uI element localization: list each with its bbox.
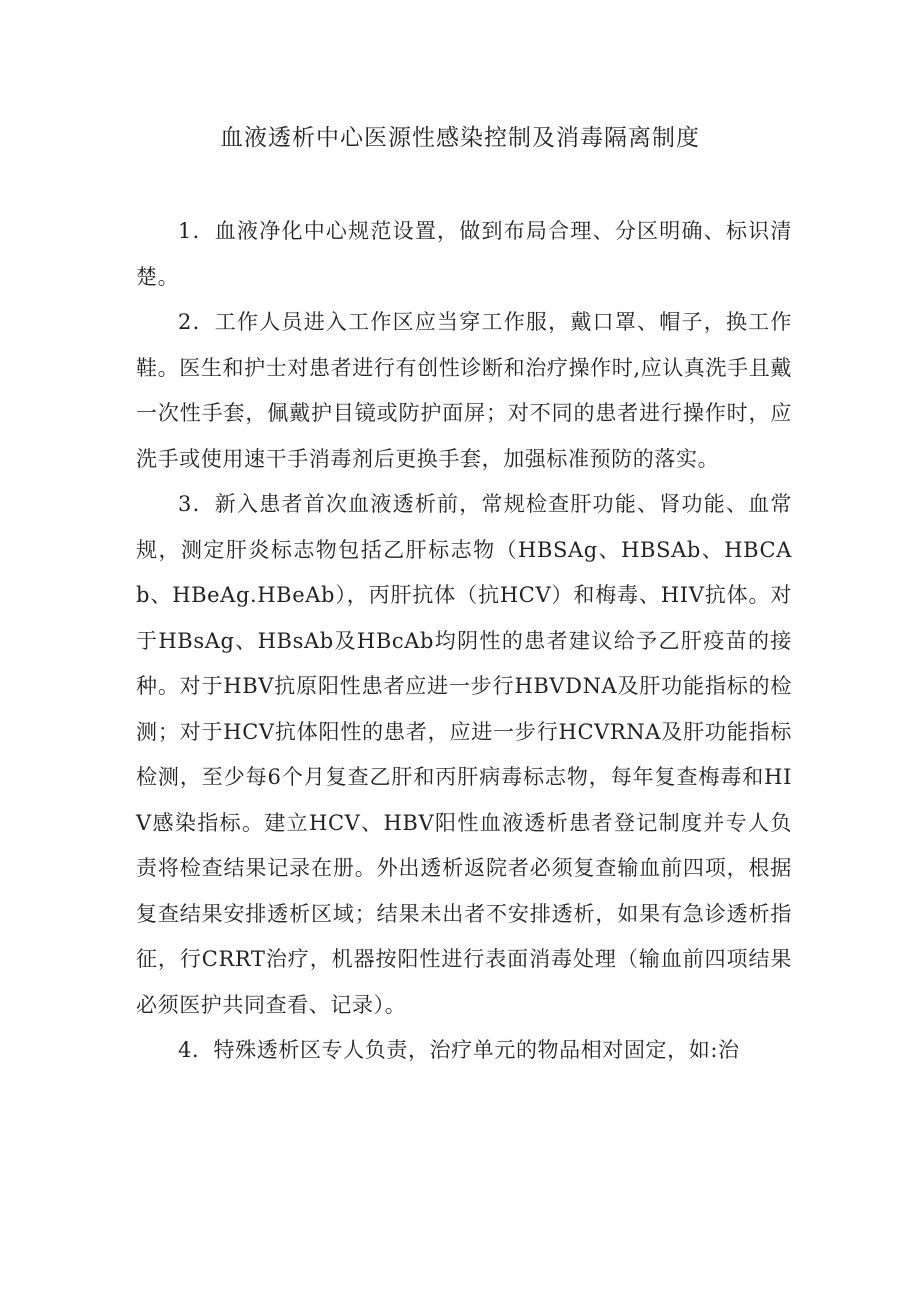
paragraph-4: 4．特殊透析区专人负责，治疗单元的物品相对固定，如:治 [178,1038,740,1062]
paragraph-2: 2．工作人员进入工作区应当穿工作服，戴口罩、帽子，换工作鞋。医生和护士对患者进行有创性诊断和治疗操作时,应认真洗手且戴一次性手套，佩戴护目镜或防护面屏；对不同的患者进行操作时，应洗手或使用速干手消毒剂后更换手套，加强标准预防的落实。 [136,310,792,471]
paragraph-1: 1．血液净化中心规范设置，做到布局合理、分区明确、标识清楚。 [136,219,792,289]
paragraph-3: 3．新入患者首次血液透析前，常规检查肝功能、肾功能、血常规，测定肝炎标志物包括乙肝标志物（HBSAg、HBSAb、HBCAb、HBeAg.HBeAb），丙肝抗体（抗HCV）和梅毒、HIV抗体。对于HBsAg、HBsAb及HBcAb均阴性的患者建议给予乙肝疫苗的接种。对于HBV抗原阳性患者应进一步行HBVDNA及肝功能指标的检测；对于HCV抗体阳性的患者，应进一步行HCVRNA及肝功能指标检测，至少每6个月复查乙肝和丙肝病毒标志物，每年复查梅毒和HIV感染指标。建立HCV、HBV阳性血液透析患者登记制度并专人负责将检查结果记录在册。外出透析返院者必须复查输血前四项，根据复查结果安排透析区域；结果未出者不安排透析，如果有急诊透析指征，行CRRT治疗，机器按阳性进行表面消毒处理（输血前四项结果必须医护共同查看、记录）。 [136,492,792,1017]
document-title: 血液透析中心医源性感染控制及消毒隔离制度 [220,125,700,151]
document-body [136,209,792,1074]
